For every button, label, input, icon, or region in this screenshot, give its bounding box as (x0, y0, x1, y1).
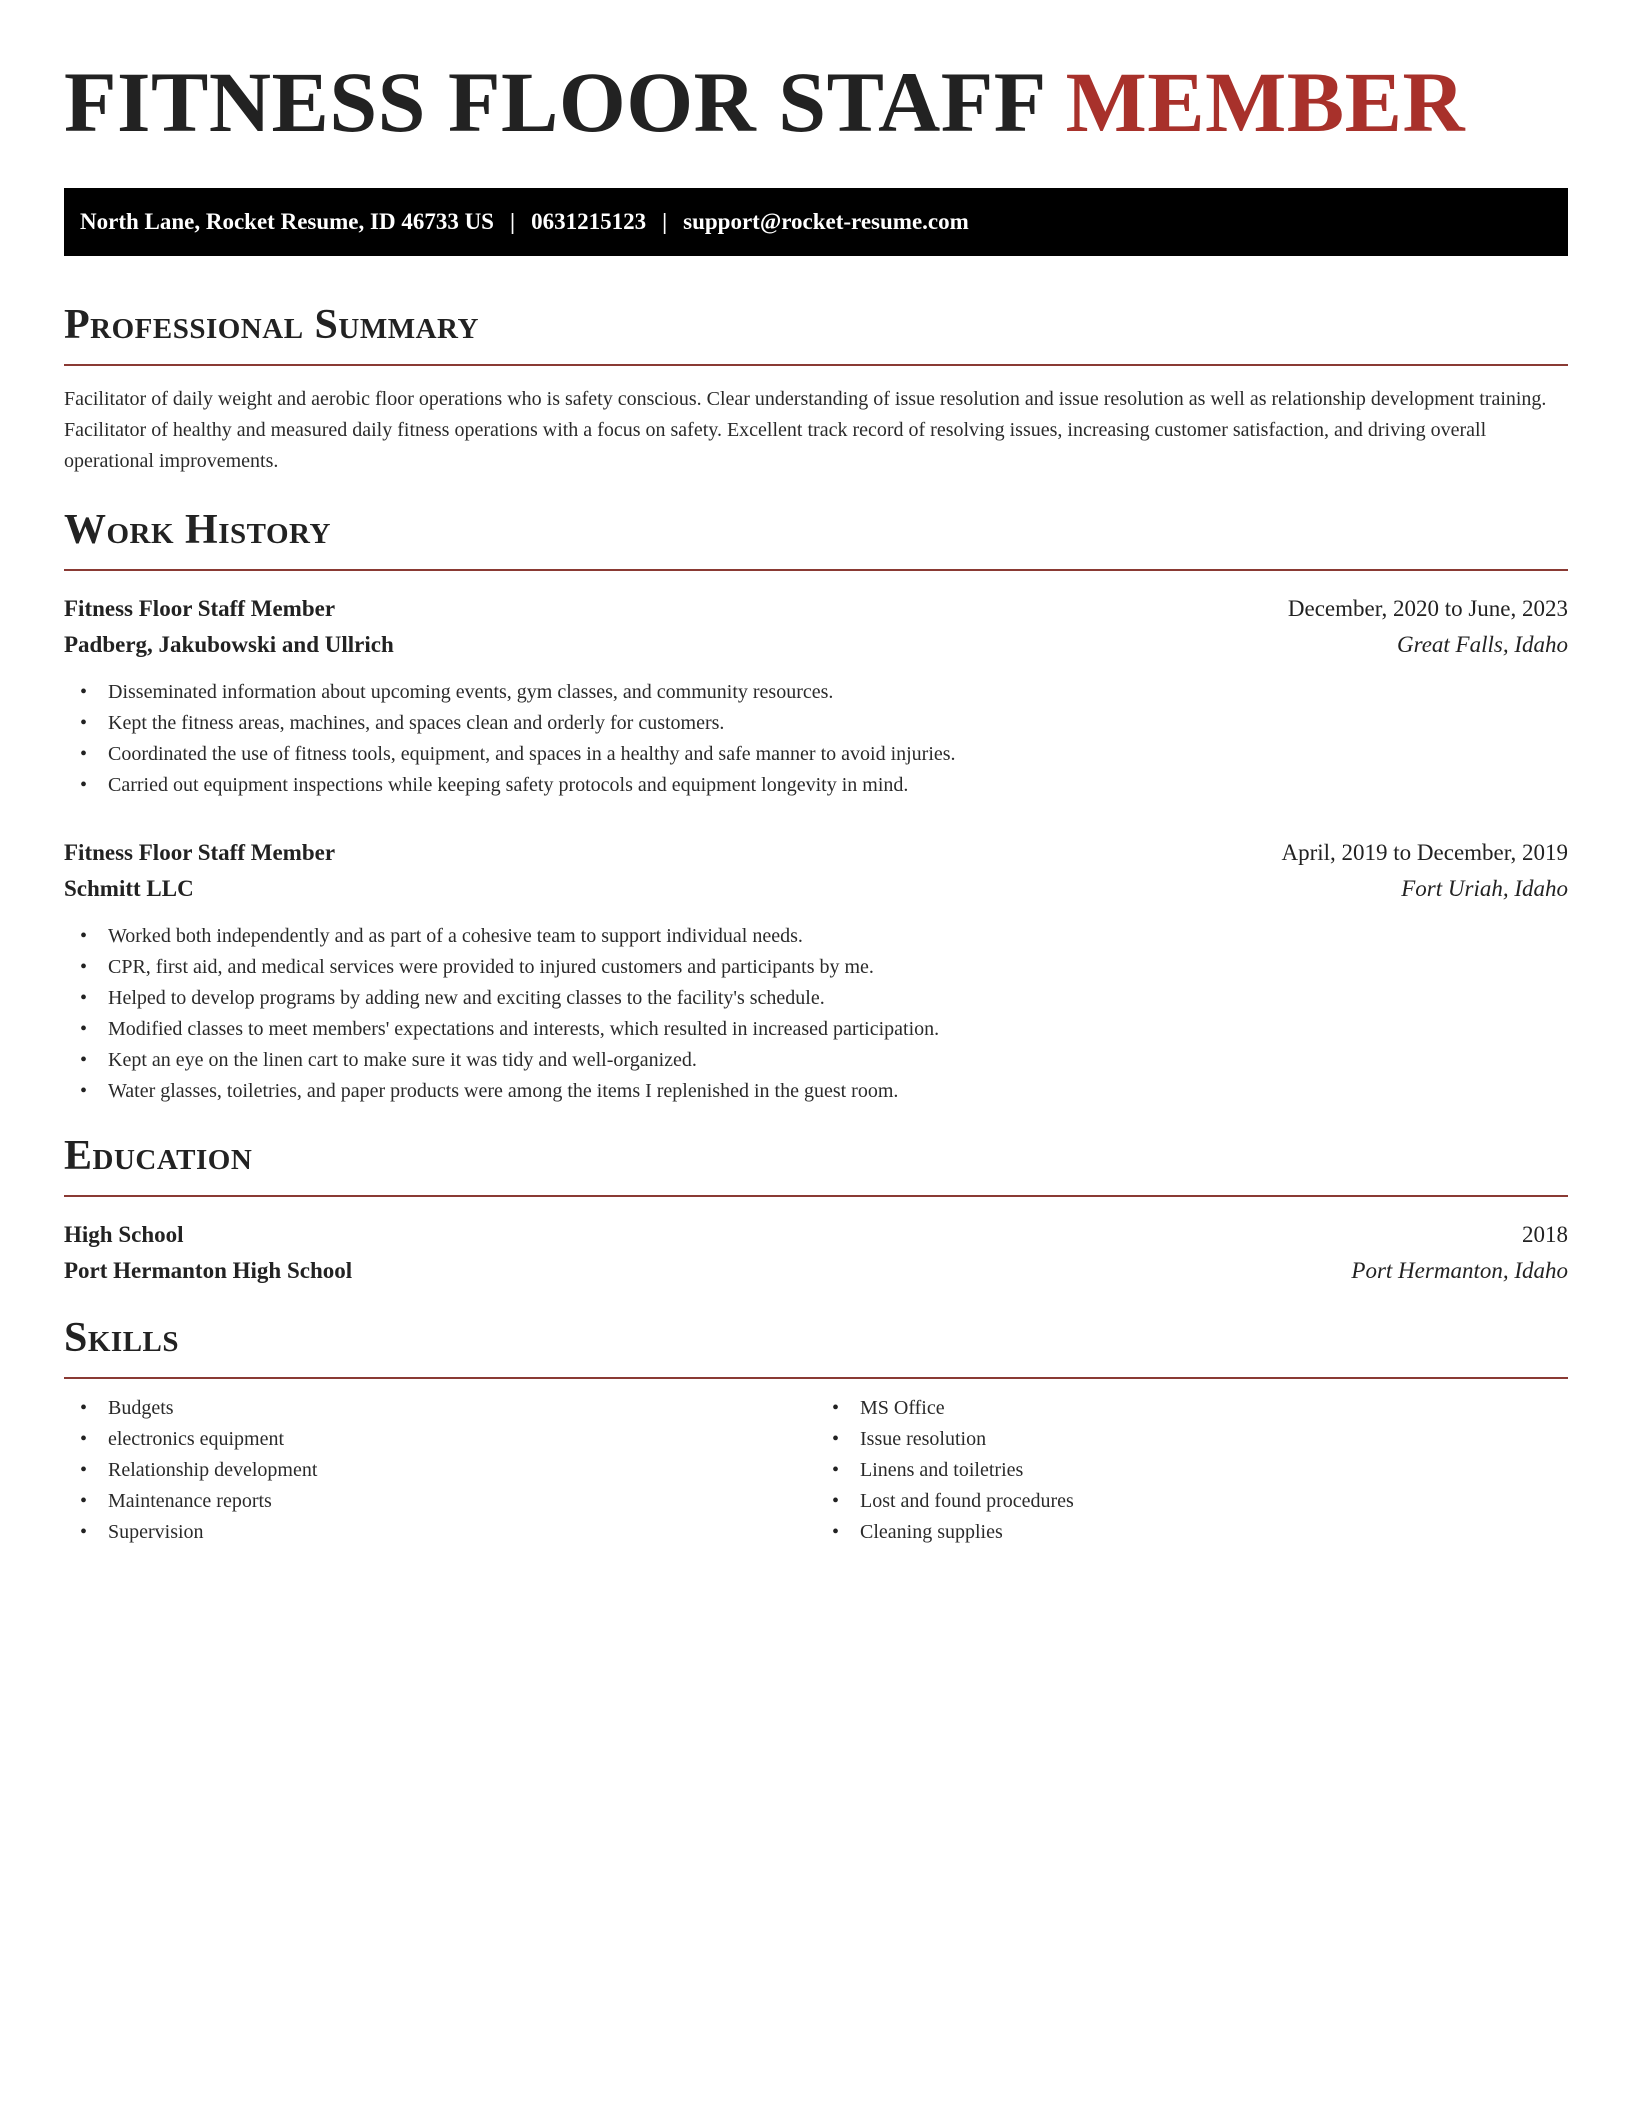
job-duties-list (64, 921, 1568, 1107)
education-heading: Education (64, 1133, 253, 1179)
section-divider (64, 569, 1568, 571)
skills-heading: Skills (64, 1315, 180, 1361)
job-role: Fitness Floor Staff Member (64, 596, 336, 621)
name-main: FITNESS FLOOR STAFF (64, 54, 1066, 150)
job-company: Padberg, Jakubowski and Ullrich (64, 632, 394, 657)
section-divider (64, 1377, 1568, 1379)
list-item: • Carried out equipment inspections while keeping safety protocols and equipment longevity in mind. (64, 770, 1568, 801)
list-item: • Coordinated the use of fitness tools, equipment, and spaces in a healthy and safe manner to avoid injuries. (64, 739, 1568, 770)
name-accent: MEMBER (1065, 54, 1466, 150)
job-duties-list (64, 677, 1568, 801)
list-item: • Worked both independently and as part of a cohesive team to support individual needs. (64, 921, 1568, 952)
resume-name (64, 56, 1568, 148)
list-item: • Kept an eye on the linen cart to make sure it was tidy and well-organized. (64, 1045, 1568, 1076)
job-company: Schmitt LLC (64, 876, 194, 901)
skill-item: • electronics equipment (64, 1424, 816, 1455)
summary-heading: Professional Summary (64, 302, 479, 348)
education-section (64, 1131, 1568, 1289)
contact-email: support@rocket-resume.com (683, 209, 969, 234)
list-item: • CPR, first aid, and medical services were provided to injured customers and participants by me. (64, 952, 1568, 983)
summary-section (64, 300, 1568, 477)
work-history-section (64, 505, 1568, 1107)
education-location: Port Hermanton, Idaho (1351, 1258, 1568, 1283)
skill-item: • Lost and found procedures (816, 1486, 1568, 1517)
education-year: 2018 (1522, 1222, 1568, 1247)
education-entry (64, 1217, 1568, 1289)
skills-section (64, 1313, 1568, 1548)
contact-separator: | (509, 209, 516, 234)
skill-item: • Relationship development (64, 1455, 816, 1486)
skill-item: • Supervision (64, 1517, 816, 1548)
job-role: Fitness Floor Staff Member (64, 840, 336, 865)
job-entry (64, 591, 1568, 801)
job-entry (64, 835, 1568, 1107)
section-divider (64, 1195, 1568, 1197)
skills-list-right (816, 1393, 1568, 1548)
work-history-heading: Work History (64, 507, 331, 553)
skill-item: • Maintenance reports (64, 1486, 816, 1517)
skill-item: • MS Office (816, 1393, 1568, 1424)
job-dates: December, 2020 to June, 2023 (1287, 596, 1568, 621)
contact-address: North Lane, Rocket Resume, ID 46733 US (80, 209, 494, 234)
list-item: • Kept the fitness areas, machines, and spaces clean and orderly for customers. (64, 708, 1568, 739)
job-location: Fort Uriah, Idaho (1401, 876, 1568, 901)
list-item: • Disseminated information about upcoming events, gym classes, and community resources. (64, 677, 1568, 708)
skill-item: • Cleaning supplies (816, 1517, 1568, 1548)
skill-item: • Linens and toiletries (816, 1455, 1568, 1486)
skill-item: • Issue resolution (816, 1424, 1568, 1455)
skills-grid (64, 1393, 1568, 1548)
skills-list-left (64, 1393, 816, 1548)
education-degree: High School (64, 1222, 184, 1247)
contact-phone: 0631215123 (531, 209, 647, 234)
list-item: • Modified classes to meet members' expectations and interests, which resulted in increased participation. (64, 1014, 1568, 1045)
list-item: • Water glasses, toiletries, and paper products were among the items I replenished in the guest room. (64, 1076, 1568, 1107)
contact-separator: | (662, 209, 668, 234)
job-dates: April, 2019 to December, 2019 (1281, 840, 1568, 865)
education-school: Port Hermanton High School (64, 1258, 353, 1283)
summary-text: Facilitator of daily weight and aerobic floor operations who is safety conscious. Clear understanding of issue resolution and issue resolution as well as relationship development training. Facilitator of healthy and measured daily fitness operations with a focus on safety. Excellent track record of resolving issues, increasing customer satisfaction, and driving overall operational improvements. (64, 388, 1547, 472)
job-location: Great Falls, Idaho (1397, 632, 1568, 657)
list-item: • Helped to develop programs by adding new and exciting classes to the facility's schedule. (64, 983, 1568, 1014)
skill-item: • Budgets (64, 1393, 816, 1424)
contact-bar (64, 188, 1568, 256)
section-divider (64, 364, 1568, 366)
